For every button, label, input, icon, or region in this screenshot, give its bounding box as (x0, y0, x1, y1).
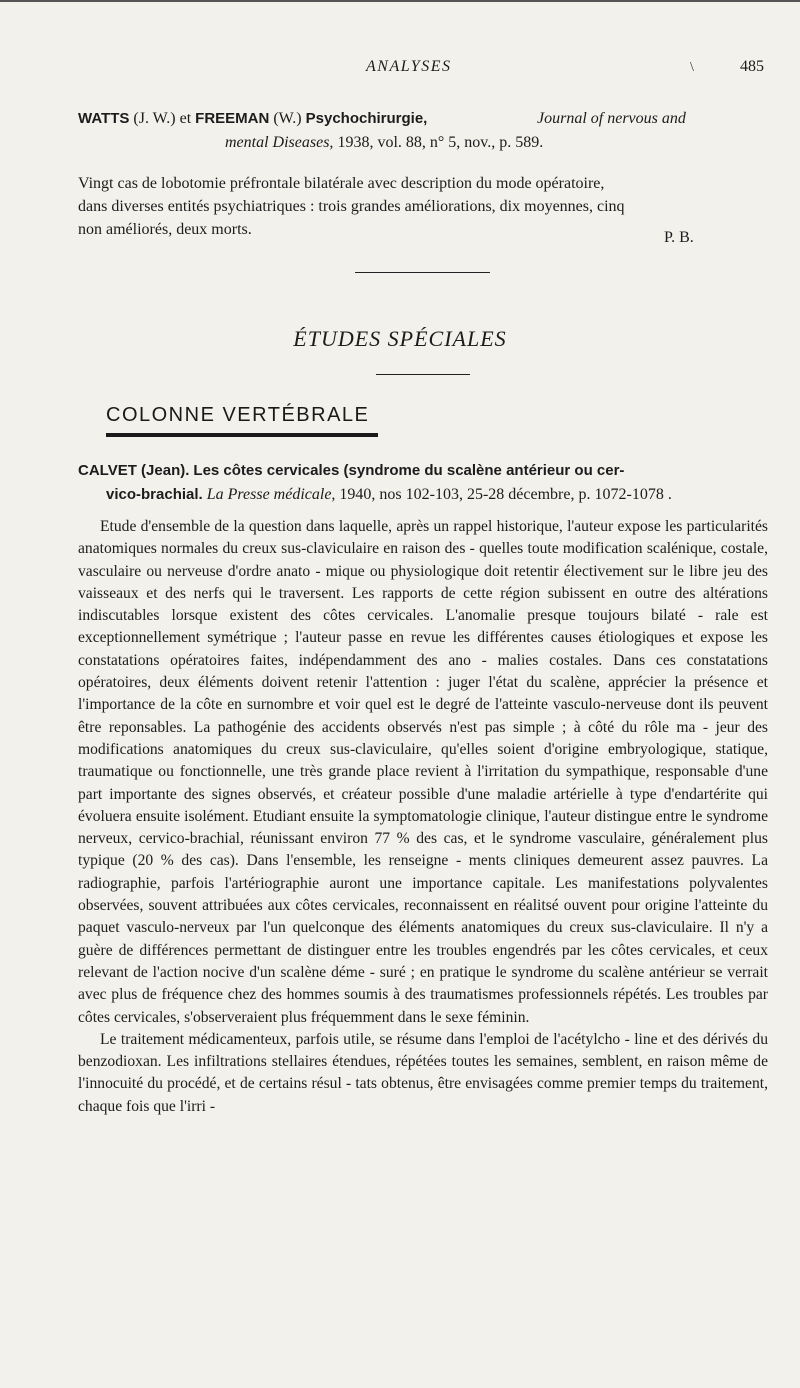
subsection-title: COLONNE VERTÉBRALE (106, 404, 370, 426)
watts-citation-line1 (78, 108, 427, 130)
abstract-paragraph-2: Le traitement médicamenteux, parfois utile, se résume dans l'emploi de l'acétylcho - line et des dérivés du benzodioxan. Les infiltrations stellaires étendues, répétées toutes les semaines, semblent, en raison même de l'innocuité du procédé, et de certains résul - tats obtenus, être envisagées comme premier temps du traitement, chaque fois que l'irri - (78, 1030, 768, 1115)
author-calvet: CALVET (Jean). (78, 462, 190, 479)
author-watts-initials: (J. W.) (133, 110, 176, 127)
calvet-journal-details: 1940, nos 102-103, 25-28 décembre, p. 1072-1078 . (339, 486, 672, 503)
calvet-article-title-end: vico-brachial. (106, 486, 203, 503)
separator-rule-bottom (376, 374, 470, 375)
reviewer-signature: P. B. (664, 229, 694, 246)
section-title: ÉTUDES SPÉCIALES (293, 326, 507, 351)
abstract-paragraph-1: Etude d'ensemble de la question dans laquelle, après un rappel historique, l'auteur expose les particularités anatomiques normales du creux sus-claviculaire en raison des - quelles toute modification scalénique, costale, vasculaire ou nerveuse d'ordre anato - mique ou physiologique doit retentir électivement sur le libre jeu des vaisseaux et des nerfs qui le traversent. Les rapports de cette région subissent en outre des altérations indiscutables lorsque existent des côtes cervicales. L'anomalie presque toujours bilaté - rale est exceptionnellement symétrique ; l'auteur passe en revue les différentes causes étiologiques et expose les constatations opératoires faites, indépendamment des ano - malies costales. Dans ces constatations opératoires, deux éléments doivent retenir l'attention : juger l'état du scalène, apprécier la présence et l'importance de la côte en surnombre et voir quel est le degré de l'atteinte vasculo-nerveuse dont ils peuvent être reponsables. La pathogénie des accidents observés n'est pas simple ; à côté du rôle ma - jeur des modifications anatomiques du creux sus-claviculaire, qu'elles soient d'origine embryologique, statique, traumatique ou fonctionnelle, une très grande place revient à l'irritation du sympathique, responsable d'une part importante des signes observés, et créateur possible d'une maladie artérielle à type d'endartérite qui évoluera ensuite isolément. Etudiant ensuite la symptomatologie clinique, l'auteur distingue entre le syndrome nerveux, cervico-brachial, réunissant environ 77 % des cas, et le syndrome vasculaire, généralement plus typique (20 % des cas). Dans l'ensemble, les renseigne - ments cliniques demeurent assez pauvres. La radiographie, parfois l'artériographie auront une importance capitale. Les manifestations polyvalentes observées, souvent attribuées aux côtes cervicales, reconnaissent en réalitsé ouvent pour origine l'atteinte du paquet vasculo-nerveux par l'un quelconque des éléments anatomiques du creux sus-claviculaire. Il n'y a guère de différences permettant de distinguer entre les troubles engendrés par les côtes cervicales, et ceux relevant de l'action nocive d'un scalène déme - suré ; en pratique le syndrome du scalène antérieur se verrait avec plus de fréquence chez des hommes soumis à des traumatismes professionnels répétés. Les troubles par côtes cervicales, s'observeraient plus fréquemment dans le sexe féminin. (78, 518, 768, 1026)
page-number: 485 (740, 58, 764, 75)
watts-abstract-line1: Vingt cas de lobotomie préfrontale bilatérale avec description du mode opératoire, (78, 175, 605, 192)
separator-rule-top (355, 272, 490, 273)
author-watts: WATTS (78, 110, 130, 127)
stray-mark: \ (690, 60, 694, 75)
running-title: ANALYSES (366, 58, 452, 75)
journal-details: 1938, vol. 88, n° 5, nov., p. 589. (337, 134, 544, 151)
watts-citation-line2 (225, 132, 543, 154)
author-freeman: FREEMAN (195, 110, 270, 127)
journal-name-line2: mental Diseases, (225, 134, 334, 151)
calvet-citation-line2 (106, 484, 672, 506)
article-title: Psychochirurgie, (305, 110, 428, 127)
calvet-abstract (78, 516, 768, 1118)
watts-abstract-line3: non améliorés, deux morts. (78, 221, 252, 238)
conjunction: et (179, 110, 192, 127)
calvet-journal-name: La Presse médicale, (206, 486, 336, 503)
subsection-underline (106, 433, 378, 437)
journal-name-line1: Journal of nervous and (537, 110, 686, 127)
calvet-citation-line1 (78, 460, 624, 482)
author-freeman-initials: (W.) (273, 110, 302, 127)
running-head (0, 58, 800, 82)
watts-abstract-line2: dans diverses entités psychiatriques : trois grandes améliorations, dix moyennes, cinq (78, 198, 625, 215)
top-edge-rule (0, 0, 800, 2)
calvet-article-title: Les côtes cervicales (syndrome du scalène antérieur ou cer- (193, 462, 625, 479)
